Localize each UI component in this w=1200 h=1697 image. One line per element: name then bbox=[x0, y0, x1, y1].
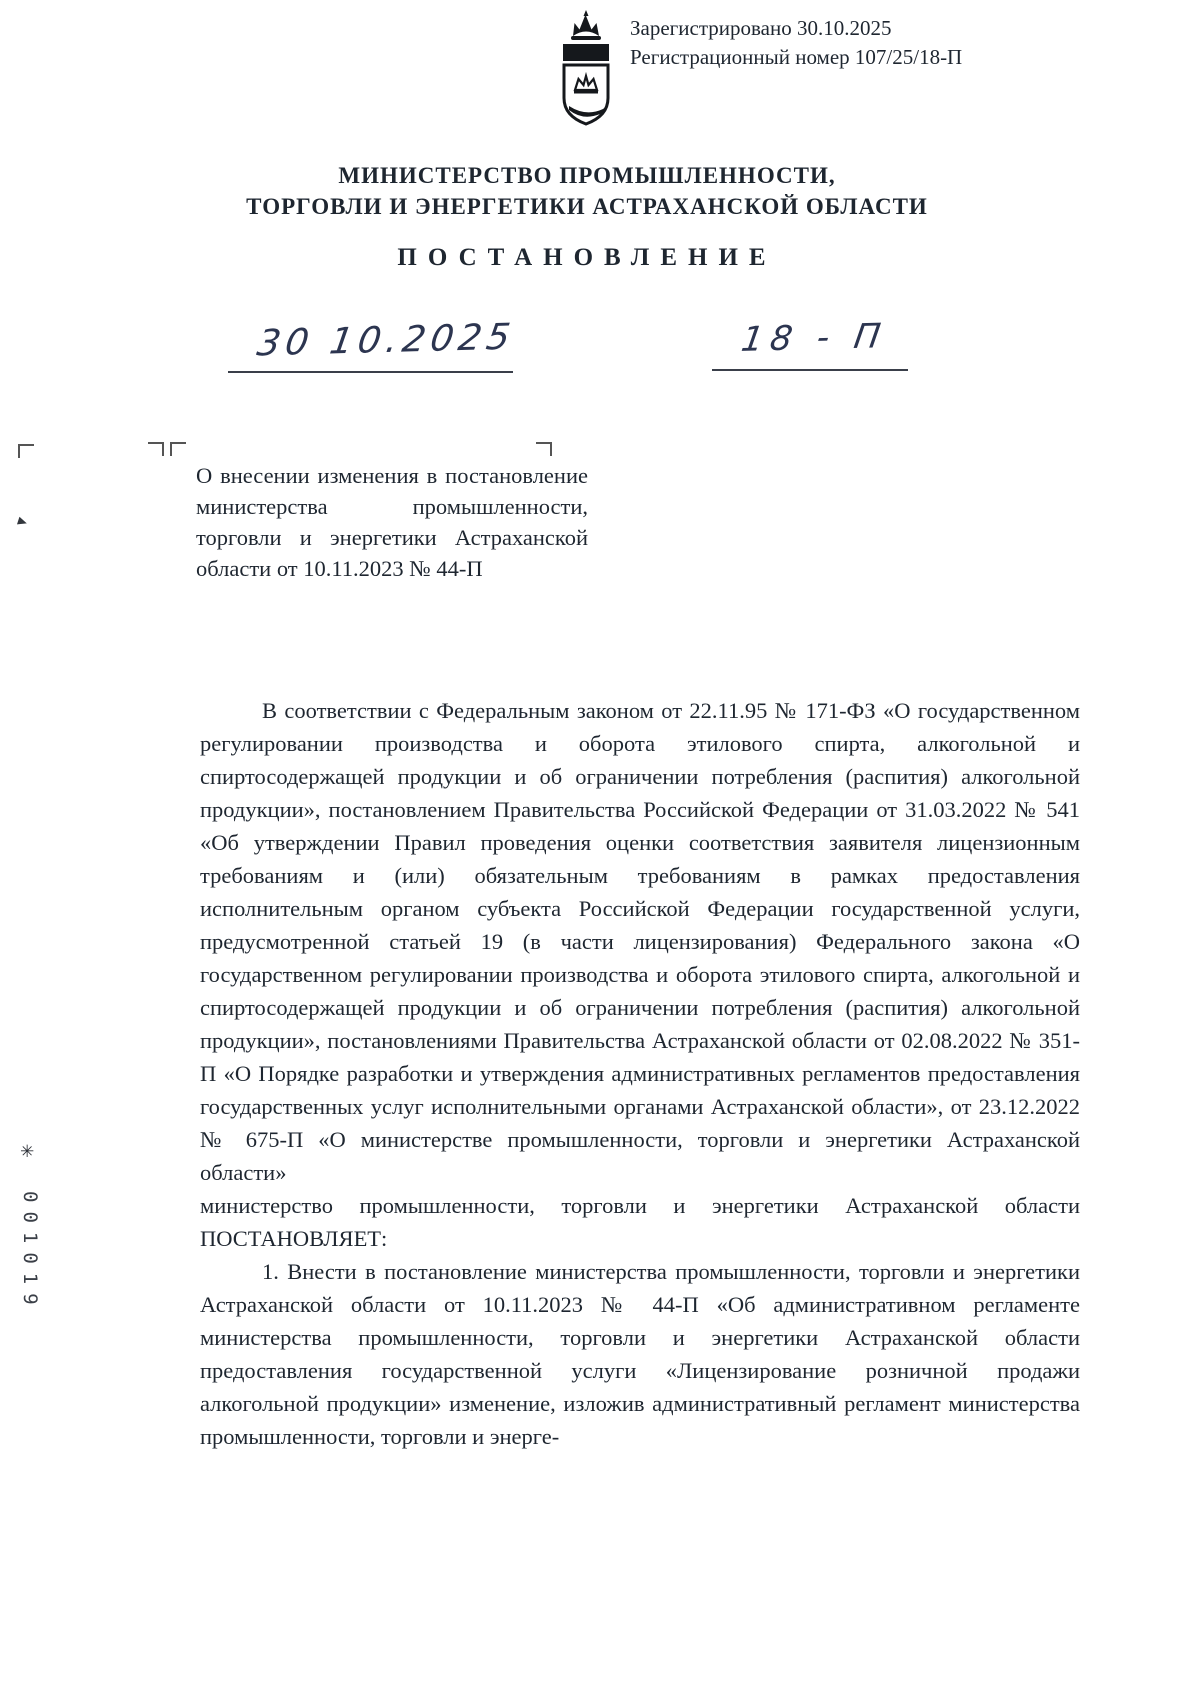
date-underline bbox=[228, 371, 513, 373]
handwritten-date: 30 10.2025 bbox=[254, 316, 518, 365]
ministry-name-line1: МИНИСТЕРСТВО ПРОМЫШЛЕННОСТИ, bbox=[338, 163, 836, 188]
margin-star-mark: ✳ bbox=[20, 1142, 35, 1162]
coat-of-arms-icon bbox=[554, 8, 618, 148]
registration-number-line: Регистрационный номер 107/25/18-П bbox=[630, 45, 963, 69]
corner-mark-inner-left bbox=[170, 442, 186, 456]
handwritten-number: 18 - П bbox=[738, 316, 891, 360]
registration-block bbox=[630, 14, 1170, 72]
number-underline bbox=[712, 369, 908, 371]
ministry-name-line2: ТОРГОВЛИ И ЭНЕРГЕТИКИ АСТРАХАНСКОЙ ОБЛАСТИ bbox=[246, 194, 928, 219]
corner-mark-inner-right bbox=[148, 442, 164, 456]
document-header bbox=[0, 160, 1174, 272]
margin-arrow-mark bbox=[17, 517, 28, 527]
document-title: О внесении изменения в постановление министерства промышленности, торговли и энергетики Астраханской области от 10.11.2023 № 44-П bbox=[196, 463, 588, 581]
corner-mark-outer-left bbox=[18, 444, 34, 458]
margin-code: 001019 bbox=[19, 1191, 41, 1314]
corner-mark-right bbox=[536, 442, 552, 456]
document-type-title: ПОСТАНОВЛЕНИЕ bbox=[397, 244, 777, 271]
body-paragraph-1: В соответствии с Федеральным законом от 22.11.95 № 171-ФЗ «О государственном регулировании производства и оборота этилового спирта, алкогольной и спиртосодержащей продукции и об ограничении потребления (распития) алкогольной продукции», постановлением Правительства Российской Федерации от 31.03.2022 № 541 «Об утверждении Правил проведения оценки соответствия заявителя лицензионным требованиям и (или) обязательным требованиям в рамках предоставления исполнительным органом субъекта Российской Федерации государственной услуги, предусмотренной статьей 19 (в части лицензирования) Федерального закона «О государственном регулировании производства и оборота этилового спирта, алкогольной и спиртосодержащей продукции и об ограничении потребления (распития) алкогольной продукции», постановлениями Правительства Астраханской области от 02.08.2022 № 351-П «О Порядке разработки и утверждения административных регламентов предоставления государственных услуг исполнительными органами Астраханской области», от 23.12.2022 № 675-П «О министерстве промышленности, торговли и энергетики Астраханской области» bbox=[200, 698, 1080, 1185]
body-paragraph-2: министерство промышленности, торговли и энергетики Астраханской области ПОСТАНОВЛЯЕТ: bbox=[200, 1193, 1080, 1251]
body-paragraph-3: 1. Внести в постановление министерства промышленности, торговли и энергетики Астраханской области от 10.11.2023 № 44-П «Об административном регламенте министерства промышленности, торговли и энергетики Астраханской области предоставления государственной услуги «Лицензирование розничной продажи алкогольной продукции» изменение, изложив административный регламент министерства промышленности, торговли и энерге- bbox=[200, 1259, 1080, 1449]
ministry-name bbox=[0, 160, 1174, 222]
registration-date-line: Зарегистрировано 30.10.2025 bbox=[630, 16, 892, 40]
document-body bbox=[200, 694, 1080, 1453]
